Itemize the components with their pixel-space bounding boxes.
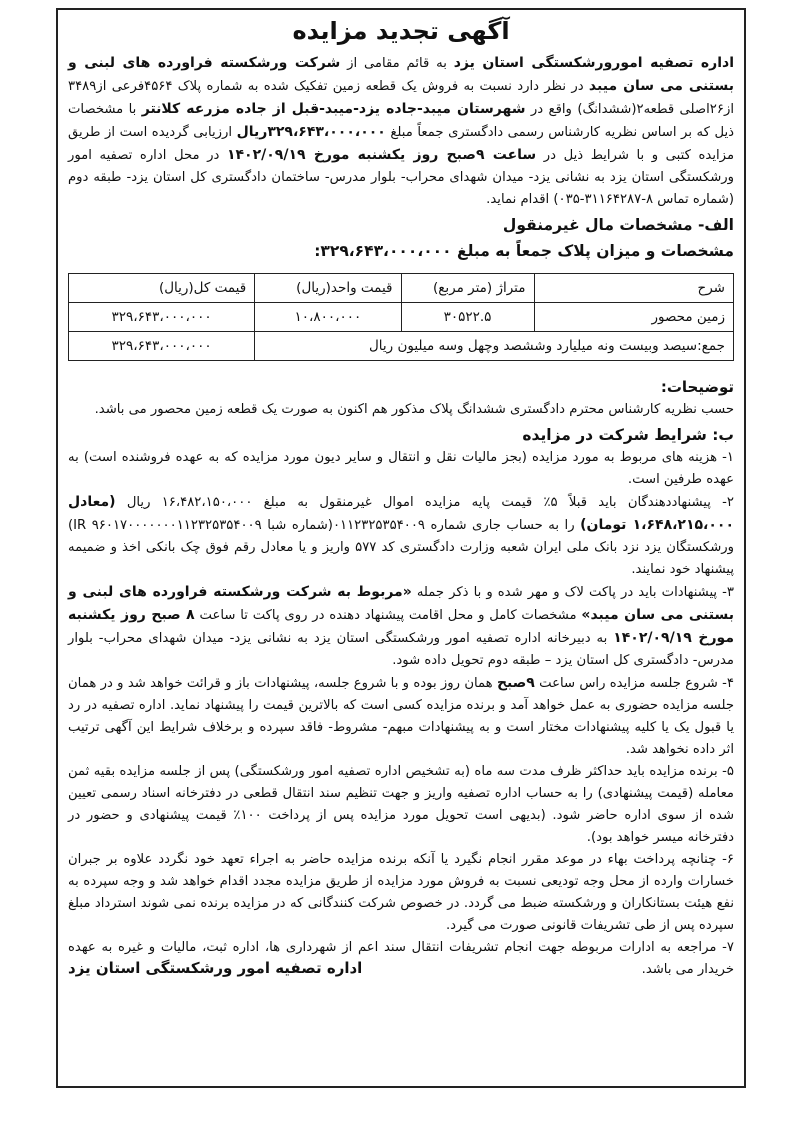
notice-frame (56, 8, 746, 1088)
condition-3-text-2: مشخصات کامل و محل اقامت پیشنهاد دهنده در روی پاکت تا ساعت (194, 608, 582, 623)
condition-2 (68, 491, 734, 581)
table-header: شرح (534, 274, 734, 303)
section-b-heading: ب: شرایط شرکت در مزایده (522, 426, 734, 444)
office-name: اداره تصفیه امورورشکستگی استان یزد (453, 55, 734, 71)
intro-text-3: با مشخصات ذیل که بر اساس نظریه کارشناس رسمی دادگستری جمعاً مبلغ (68, 102, 734, 140)
table-header: قیمت واحد(ریال) (255, 274, 401, 303)
condition-4 (68, 672, 734, 761)
notice-title: آگهی تجدید مزایده (292, 17, 510, 45)
intro-text-2: در نظر دارد نسبت به فروش یک قطعه زمین تفکیک شده به شماره پلاک ۴۵۶۴فرعی از۳۴۸۹ از۲۶اصلی قطعه۲(ششدانگ) واقع در (68, 79, 734, 117)
table-cell: ۱۰،۸۰۰،۰۰۰ (255, 303, 401, 332)
table-cell: ۳۰۵۲۲.۵ (401, 303, 534, 332)
table-header: متراژ (متر مربع) (401, 274, 534, 303)
table-cell: ۳۲۹،۶۴۳،۰۰۰،۰۰۰ (69, 303, 255, 332)
condition-4-text-2: همان روز بوده و با شروع جلسه، پیشنهادات باز و قرائت خواهد شد و در همان جلسه مزایده حضوری به عمل خواهد آمد و برنده مزایده کسی است که بالاترین قیمت را پیشنهاد نماید. اداره تصفیه در رد یا قبول یک یا کلیه پیشنهادات مختار است و به پیشنهادات مبهم- مشروط- فاقد سپرده و برخلاف شرایط این آگهی ترتیب اثر داده نخواهد شد. (68, 676, 734, 757)
table-row (69, 303, 734, 332)
condition-2-text: ۲- پیشنهاددهندگان باید قبلاً ۵٪ قیمت پایه مزایده اموال غیرمنقول به مبلغ ۱۶،۴۸۲،۱۵۰،۰۰۰ ریال (115, 495, 734, 510)
envelope-phrase: «مربوط به شرکت ورشکسته فراورده های لبنی و بستنی می سان میبد» (68, 584, 734, 623)
total-value: ۳۲۹،۶۴۳،۰۰۰،۰۰۰ (69, 332, 255, 361)
signature: اداره تصفیه امور ورشکستگی استان یزد (68, 959, 363, 977)
condition-3-text: ۳- پیشنهادات باید در پاکت لاک و مهر شده و با ذکر جمله (411, 585, 735, 600)
deposit-equivalent: (معادل ۱،۶۴۸،۲۱۵،۰۰۰ تومان) (68, 494, 735, 533)
session-time: ۹صبح (496, 675, 535, 691)
condition-3 (68, 581, 734, 672)
property-table (68, 273, 734, 361)
table-cell: زمین محصور (534, 303, 734, 332)
property-location: شهرستان میبد-جاده یزد-میبد-قبل از جاده مزرعه کلانتر (141, 101, 526, 117)
appraised-amount: ۳۲۹،۶۴۳،۰۰۰،۰۰۰ریال (236, 124, 386, 140)
total-label: جمع:سیصد وبیست ونه میلیارد وششصد وچهل وسه میلیون ریال (255, 332, 734, 361)
section-a-heading: الف- مشخصات مال غیرمنقول (502, 216, 734, 234)
condition-6: ۶- چنانچه پرداخت بهاء در موعد مقرر انجام نگیرد یا آنکه برنده مزایده حاضر به اجراء تعهد خود نگردد علاوه بر جبران خسارات وارده از محل وجه تودیعی نسبت به فروش مورد مزایده از طریق مزایده مجدد اقدام خواهد شد و وجه سپرده به نفع هیئت بستانکاران و ورشکسته ضبط می گردد. در خصوص شرکت کنندگانی که در مزایده برنده نمی شوند استرداد مبلغ سپرده پس از طی تشریفات قانونی صورت می گیرد. (68, 852, 734, 933)
intro-text-4: ارزیابی گردیده است از طریق مزایده کتبی و با شرایط ذیل در (68, 125, 735, 163)
company-name: شرکت ورشکسته فراورده های لبنی و بستنی می سان میبد (68, 55, 734, 94)
section-a-subheading: مشخصات و میزان پلاک جمعاً به مبلغ ۳۲۹،۶۴۳،۰۰۰،۰۰۰: (314, 242, 734, 260)
notes-text: حسب نظریه کارشناس محترم دادگستری ششدانگ پلاک مذکور هم اکنون به صورت یک قطعه زمین محصور می باشد. (94, 402, 734, 417)
intro-paragraph (68, 52, 734, 211)
condition-4-text: ۴- شروع جلسه مزایده راس ساعت (534, 676, 734, 691)
submission-deadline: ۸ صبح روز یکشنبه مورخ ۱۴۰۲/۰۹/۱۹ (68, 607, 734, 646)
condition-7: ۷- مراجعه به ادارات مربوطه جهت انجام تشریفات انتقال سند اعم از شهرداری ها، اداره ثبت، مالیات و غیره به عهده خریدار می باشد. (68, 940, 734, 977)
table-total-row (69, 332, 734, 361)
notes-heading: توضیحات: (660, 378, 734, 396)
table-header: قیمت کل(ریال) (69, 274, 255, 303)
table-header-row (69, 274, 734, 303)
condition-5: ۵- برنده مزایده باید حداکثر ظرف مدت سه ماه (به تشخیص اداره تصفیه امور ورشکستگی) پس از جلسه مزایده بقیه ثمن معامله (قیمت پیشنهادی) را به حساب اداره تصفیه واریز و جهت تنظیم سند انتقال قطعی در دفترخانه اسناد رسمی تعیین شده از سوی اداره حاضر شود. (بدیهی است تحویل مورد مزایده پس از پرداخت ۱۰۰٪ قیمت پیشنهادی و حضور در دفترخانه میسر خواهد بود). (68, 764, 734, 845)
auction-datetime: ساعت ۹صبح روز یکشنبه مورخ ۱۴۰۲/۰۹/۱۹ (226, 147, 537, 163)
condition-2-account: را به حساب جاری شماره ۰۱۱۲۳۲۵۳۵۴۰۰۹(شماره شبا IR ۹۶۰۱۷۰۰۰۰۰۰۰۱۱۲۳۲۵۳۵۴۰۰۹) ورشکستگان یزد نزد بانک ملی ایران شعبه وزارت دادگستری کد ۵۷۷ واریز و یا معادل رقم فوق چک بانکی اخذ و ضمیمه پیشنهاد خود نمایند. (68, 518, 734, 577)
intro-text-5: در محل اداره تصفیه امور ورشکستگی استان یزد به نشانی یزد- میدان شهدای محراب- بلوار مدرس- ساختمان دادگستری کل استان یزد- طبقه دوم (شماره تماس ۸-۳۱۱۶۴۲۸۷-۰۳۵) اقدام نماید. (68, 148, 734, 207)
condition-3-address: به دبیرخانه اداره تصفیه امور ورشکستگی استان یزد به نشانی یزد- میدان شهدای محراب- بلوار مدرس- دادگستری کل استان یزد – طبقه دوم تحویل داده شود. (68, 631, 734, 668)
intro-text-1: به قائم مقامی از (340, 56, 454, 71)
condition-1: ۱- هزینه های مربوط به مورد مزایده (بجز مالیات نقل و انتقال و سایر دیون مورد مزایده که به عهده فروشنده است) به عهده طرفین است. (68, 450, 734, 487)
